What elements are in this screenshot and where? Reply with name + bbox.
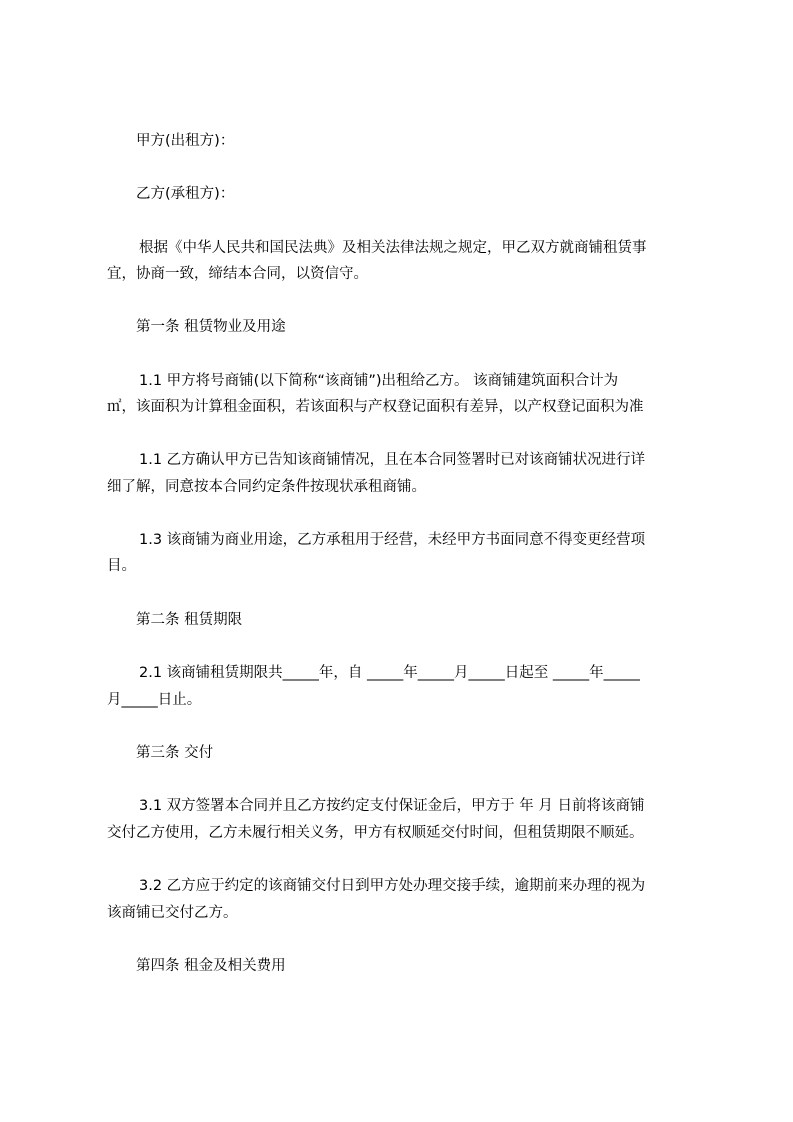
intro-line-2: 宜，协商一致，缔结本合同，以资信守。 [107, 266, 368, 282]
clause-2-1-line-1: 2.1 该商铺租赁期限共_____年，自 _____年_____月_____日起至 _____年_____ [139, 665, 640, 681]
clause-1-3-line-1: 1.3 该商铺为商业用途，乙方承租用于经营，未经甲方书面同意不得变更经营项 [139, 532, 646, 548]
clause-1-1a-line-1: 1.1 甲方将号商铺(以下简称“该商铺”)出租给乙方。 该商铺建筑面积合计为 [139, 373, 619, 389]
clause-3-2-line-2: 该商铺已交付乙方。 [107, 905, 238, 921]
article-1-title: 第一条 租赁物业及用途 [136, 319, 286, 335]
clause-1-1b-line-1: 1.1 乙方确认甲方已告知该商铺情况，且在本合同签署时已对该商铺状况进行详 [139, 452, 646, 468]
clause-3-1-line-2: 交付乙方使用，乙方未履行相关义务，甲方有权顺延交付时间，但租赁期限不顺延。 [107, 825, 644, 841]
intro-line-1: 根据《中华人民共和国民法典》及相关法律法规之规定，甲乙双方就商铺租赁事 [139, 240, 647, 256]
clause-1-3-line-2: 目。 [107, 558, 136, 574]
article-3-title: 第三条 交付 [136, 745, 214, 761]
clause-2-1-line-2: 月_____日止。 [107, 692, 202, 708]
clause-1-1b-line-2: 细了解，同意按本合同约定条件按现状承租商铺。 [107, 479, 426, 495]
clause-3-1-line-1: 3.1 双方签署本合同并且乙方按约定支付保证金后，甲方于 年 月 日前将该商铺 [139, 798, 645, 814]
clause-1-1a-line-2: ㎡，该面积为计算租金面积，若该面积与产权登记面积有差异，以产权登记面积为准 [107, 399, 644, 415]
party-a-label: 甲方(出租方)： [136, 133, 235, 149]
clause-3-2-line-1: 3.2 乙方应于约定的该商铺交付日到甲方处办理交接手续，逾期前来办理的视为 [139, 878, 646, 894]
party-b-label: 乙方(承租方)： [136, 186, 235, 202]
article-2-title: 第二条 租赁期限 [136, 612, 243, 628]
article-4-title: 第四条 租金及相关费用 [136, 958, 286, 974]
